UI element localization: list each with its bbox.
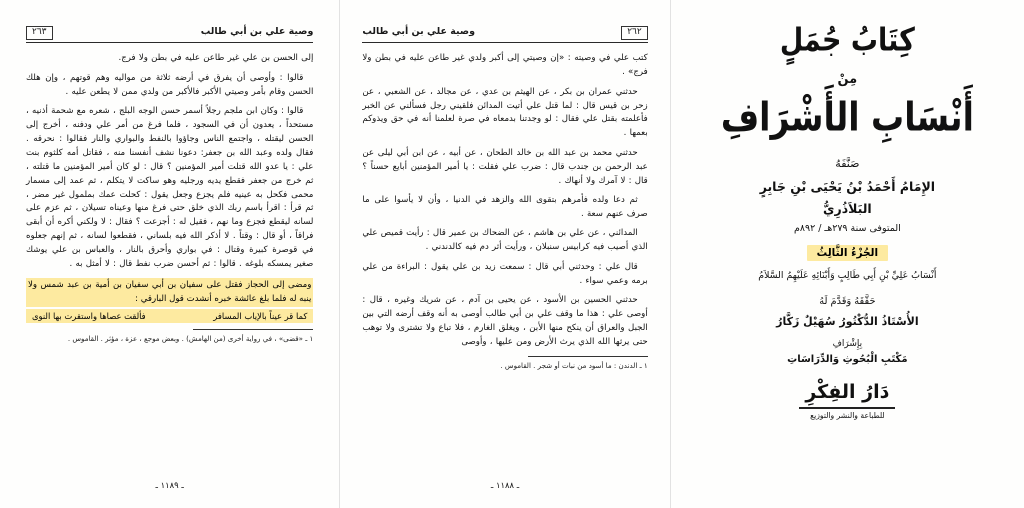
- title-verified-by-label: حَقَّقَهُ وَقَدَّمَ لَهُ: [819, 295, 876, 307]
- publisher-underline: [799, 407, 895, 408]
- left-highlight-verse: [26, 309, 313, 323]
- left-running-title: وصية علي بن أبي طالب: [200, 26, 314, 37]
- middle-paragraph-7: حدثني الحسين بن الأسود ، عن يحيى بن آدم ، عن شريك وغيره ، قال : أوصى علي : هذا ما وقف علي بن أبي طالب أوصى به أنه وقف أرضه التي بين الجبل والعراق أن ينكح منها الأبن ، ويغلق الغارم ، فلا تباع ولا تشترى ولا توهب حتى يرثها الله الذي يرث الأرض ومن عليها ، وأوصى: [362, 295, 648, 347]
- left-paragraph-2: قالوا : وأوصى أن يفرق في أرضه ثلاثة من مواليه وهم قوتهم ، وإن هلك الحسن وقام بأمر وصيتي الأكبر فالأكبر من ولدي ممن لا يطعن عليه .: [26, 72, 314, 97]
- left-page-footer: ـ ١١٨٩ ـ: [155, 480, 184, 490]
- title-author-death-date: المتوفى سنة ٢٧٩هـ / ٨٩٢م: [793, 223, 901, 235]
- title-author-name: الإِمَامُ أَحْمَدُ بْنُ يَحْيَى بْنِ جَابِرٍ: [759, 179, 936, 194]
- middle-paragraph-3: حدثني محمد بن عبد الله بن خالد الطحان ، عن أبيه ، عن ابن أبي ليلى عن عبد الرحمن بن جندب قال : ضرب علي فقلت : يا أمير المؤمنين أبايع حسناً ؟ قال : لا آمرك ولا أنهاك .: [362, 147, 648, 186]
- title-min: مِنْ: [837, 71, 858, 87]
- middle-paragraph-4: ثم دعا ولده فأمرهم بتقوى الله والزهد في الدنيا ، وأن لا يأسوا على ما صرف عنهم سعة .: [362, 195, 648, 219]
- left-footnote: ١ ـ «قضى» ، في رواية أخرى (من الهامش) . وبعض موجع ، عزة ، مؤثر . القاموس .: [67, 334, 314, 344]
- left-body-text: [26, 52, 313, 272]
- middle-page-header: [362, 26, 647, 40]
- title-editor-name: الأُسْتَاذُ الدُّكْتُورُ سُهَيْلٌ زَكَّارُ: [776, 315, 919, 329]
- left-paragraph-3: قالوا : وكان ابن ملجم رجلاً أسمر حسن الوجه البلج ، شعره مع شحمة أذنيه ، مستحداً ، يعدون أن في السجود ، فلما فرغ من أمر علي ودفنه ، أخرج إلى الحسن ليقتله ، واجتمع الناس وجاؤوا بالنفط والبواري والنار فقالوا : نحرقه . فقال ولده وعبد الله بن جعفر: دعونا نشف أنفسنا منه ، فقاتل أمه كلثوم بنت علي : يا عدو الله قتلت أمير المؤمنين ؟ قال : لو كان أمير المؤمنين ما قتلته ، ثم خرج من جعفر فقطع يديه ورجليه وهو ساكت لا يتكلم ، ثم عمد إلى مسمار محمى فكحل به عينيه فلم يجزع وجعل يقول : كحلت عمك بملمول غير مضر ، ثم قرأ : اقرأ باسم ربك الذي خلق حتى فرغ منها وعيناه تسيلان ، ثم عزم على لسانه ليقطع فجزع وما نهم ، فقيل له : أجزعت ؟ فقال : لا ولكني أكره أن أبقى فراقاً ، أو قال : وقتاً . لا أذكر الله فيه بلساني ، فقطعوا لسانه ، ثم إنهم جعلوه في قوصرة كبيرة وقتال : في بواري وأحرق بالنار ، والعباس بن علي يوشك صغير يمسكه بلوغه . قالوا : ثم أحسن ضرب نفط قال : لا أمثل به .: [26, 106, 314, 270]
- middle-footnote-rule: [528, 356, 648, 357]
- left-paragraph-1: إلى الحسن بن علي غير طاعن عليه في بطن ولا فرج.: [118, 53, 314, 64]
- left-header-rule: [26, 42, 313, 43]
- left-book-page: [0, 0, 339, 508]
- middle-paragraph-2: حدثني عمران بن بكر ، عن الهيثم بن عدي ، عن مجالد ، عن الشعبي ، عن زحر بن قيس قال : لما قتل علي أتيت المدائن فلقيني رجل فسألني عن الخبر فأعلمته بقتل علي فقال : لو وجدتنا بدمعاه في صرة لعلمنا أنه في حق ويذوكم بعمها .: [362, 86, 648, 139]
- middle-body-text: [362, 52, 647, 350]
- publisher-name: دَارُ الفِكْرِ: [805, 380, 890, 403]
- left-page-header: [26, 26, 313, 40]
- title-kitab-jumal: كِتَابُ جُمَلٍ: [779, 22, 915, 59]
- middle-running-title: وصية علي بن أبي طالب: [362, 26, 475, 37]
- left-footnote-rule: [193, 329, 314, 330]
- middle-paragraph-6: قال علي : وحدثني أبي قال : سمعت زيد بن علي يقول : البراءة من علي برمه وعمي سواء .: [362, 261, 648, 286]
- middle-paragraph-1: كتب علي في وصيته : «إن وصيتي إلى أكبر ولدي غير طاعن عليه في بطن ولا فرج» .: [362, 53, 648, 78]
- left-highlight-text: ومضى إلى الحجاز فقتل على سفيان بن أبي سفيان بن أمية بن عبد شمس ولا ينبه له فلما بلغ عائشة خبره أنشدت قول البارقي :: [26, 278, 313, 308]
- publisher-tagline: للطباعة والنشر والتوزيع: [810, 410, 885, 420]
- title-volume-badge: الجُزْءُ الثَّالِثُ: [807, 245, 889, 261]
- verse-hemistich-right: فألقت عصاها واستقرت بها النوى: [32, 311, 146, 322]
- title-volume-subject: أَنْسَابُ عَلِيِّ بْنِ أَبِي طَالِبٍ وَأَبْنَائِهِ عَلَيْهِمُ السَّلاَمُ: [758, 270, 937, 282]
- title-ansab-al-ashraf: أَنْسَابِ الأَشْرَافِ: [720, 93, 974, 140]
- left-highlighted-passage: [26, 278, 313, 324]
- middle-paragraph-5: المدائني ، عن علي بن هاشم ، عن الضحاك بن عمير قال : رأيت قميص علي الذي أصيب فيه كرابيس سنبلان ، ورأيت أثر دم فيه كالدندني .: [362, 228, 648, 253]
- title-author-nisbah: البَلاَذُرِيُّ: [823, 200, 872, 216]
- middle-page-number: ٢٦٢: [621, 26, 648, 40]
- title-page: [671, 0, 1024, 508]
- left-page-number: ٢٦٣: [26, 26, 53, 40]
- middle-page-footer: ـ ١١٨٨ ـ: [490, 480, 520, 490]
- middle-header-rule: [362, 42, 647, 43]
- title-supervision-label: بِإِشْرَافِ: [832, 338, 863, 349]
- middle-book-page: [340, 0, 669, 508]
- verse-hemistich-left: كما قر عيناً بالإياب المسافر: [213, 311, 308, 322]
- title-publisher-block: [691, 381, 1004, 420]
- title-sannafahu-label: صَنَّفَهُ: [835, 157, 860, 171]
- middle-footnote: ١ ـ الدندن : ما أسود من نبات أو شجر . القاموس .: [500, 360, 648, 370]
- title-research-office: مَكْتَبِ الْبُحُوثِ وَالدِّرَاسَاتِ: [787, 354, 908, 366]
